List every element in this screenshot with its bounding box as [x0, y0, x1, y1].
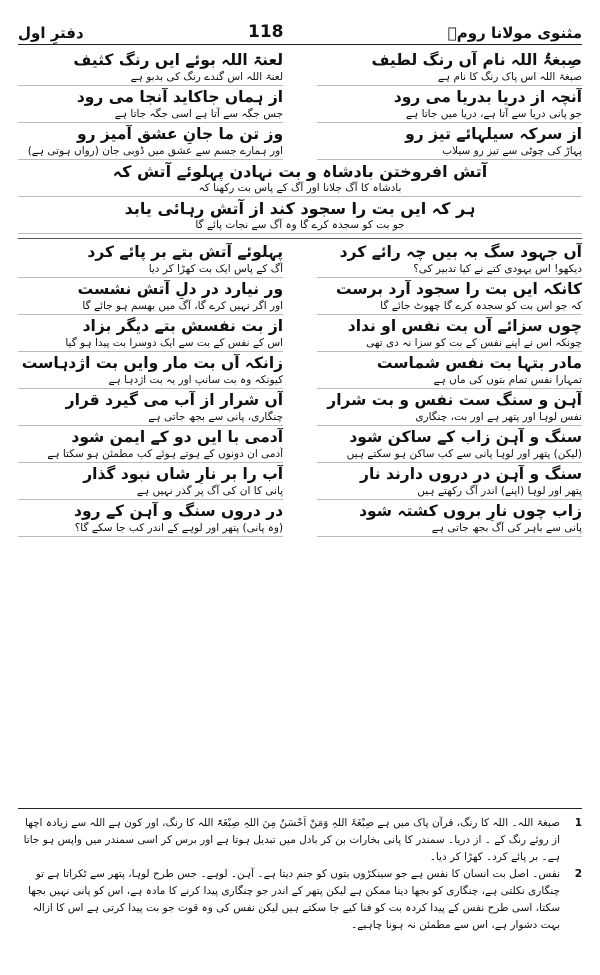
verse-left: زانکہ آں بت مار وایں بت اژدہاست [21, 354, 284, 372]
translation-right: نفس لوہا اور پتھر ہے اور بت، چنگاری [317, 410, 582, 426]
center-translation: جو بت کو سجدہ کرے گا وہ آگ سے نجات پائے گا [18, 218, 582, 234]
verse-right: آنچہ از دریا بدریا می رود [393, 88, 582, 106]
page-number: 118 [247, 22, 284, 42]
verse-left: در دروں سنگ و آہن کے رود [74, 502, 284, 520]
couplet [18, 125, 582, 162]
footnote-number: 2 [574, 868, 582, 880]
translation-right: دیکھو! اس یہودی کتے نے کیا تدبیر کی؟ [317, 262, 582, 278]
translation-left: جس جگہ سے آتا ہے اسی جگہ جاتا ہے [18, 107, 283, 123]
translation-left: چنگاری، پانی سے بجھ جاتی ہے [18, 410, 283, 426]
translation-right: پہاڑ کی چوٹی سے تیز رو سیلاب [317, 144, 582, 160]
verse-right: سنگ و آہن در دروں دارند نار [360, 465, 582, 483]
center-couplets [18, 162, 582, 234]
translation-right: چونکہ اس نے اپنے نفس کے بت کو سزا نہ دی تھی [317, 336, 582, 352]
top-couplets [18, 51, 582, 162]
verse-right: مادر بتہا بت نفس شماست [376, 354, 582, 372]
page-header [18, 8, 582, 42]
couplet [18, 317, 582, 354]
verse-right: از سرکہ سیلہائے تیز رو [405, 125, 582, 143]
volume-title: دفترِ اول [18, 24, 84, 42]
translation-right: تمہارا نفس تمام بتوں کی ماں ہے [317, 373, 582, 389]
book-title: مثنوی مولانا رومؒ [447, 24, 582, 42]
translation-left: اس کے نفس کے بت سے ایک دوسرا بت پیدا ہو گیا [18, 336, 283, 352]
translation-right: جو پانی دریا سے آتا ہے، دریا میں جاتا ہے [317, 107, 582, 123]
translation-left: کیونکہ وہ بت سانپ اور یہ بت اژدہا ہے [18, 373, 283, 389]
couplet [18, 243, 582, 280]
translation-left: لعنۃ اللہ اس گندے رنگ کی بدبو ہے [18, 70, 283, 86]
verse-right: صِبغۃُ اللہ نام آں رنگ لطیف [371, 51, 582, 69]
verse-right: سنگ و آہن زاب کے ساکن شود [349, 428, 582, 446]
center-verse: آتش افروختن بادشاہ و بت نہادن پہلوئے آتش کہ [112, 162, 488, 181]
translation-left: اور اگر نہیں کرے گا، آگ میں بھسم ہو جائے گا [18, 299, 283, 315]
verse-right: کانکہ ایں بت را سجود آرد برست [335, 280, 582, 298]
footnote-text: صبغۃ اللہ۔ اللہ کا رنگ، قرآن پاک میں ہے صِبْغَۃَ اللہِ وَمَنْ اَحْسَنُ مِنَ اللہِ صِبْغَۃً اللہ کا رنگ، اور کون ہے اللہ سے زیادہ اچھا از روئے رنگ کے ۔ از دریا۔ سمندر کا پانی بخارات بن کر بادل میں تبدیل ہوتا ہے اور برس کر اسی سمندر میں واپس ہو جاتا ہے۔ بر پائے کرد۔ کھڑا کر دیا۔ [23, 817, 560, 863]
translation-left: آگ کے پاس ایک بت کھڑا کر دیا [18, 262, 283, 278]
verse-left: ور نیارد در دلِ آتش نشست [77, 280, 284, 298]
translation-right: پانی سے باہر کی آگ بجھ جاتی ہے [317, 521, 582, 537]
verse-left: آدمی با ایں دو کے ایمن شود [71, 428, 284, 446]
verse-left: وز تن ما جانِ عشق آمیز رو [76, 125, 284, 143]
couplet [18, 354, 582, 391]
verse-right: زاب چوں نارِ بروں کشتہ شود [359, 502, 582, 520]
footnote [18, 815, 582, 866]
verse-right: آہن و سنگ ست نفس و بت شرار [327, 391, 582, 409]
couplet [18, 51, 582, 88]
verse-left: پہلوئے آتش بتے بر پائے کرد [87, 243, 284, 261]
translation-left: اور ہمارے جسم سے عشق میں ڈوبی جان (رواں ہوتی ہے) [18, 144, 283, 160]
translation-left: پانی کا ان کی آگ پر گذر نہیں ہے [18, 484, 283, 500]
section-rule [18, 238, 582, 239]
couplet [18, 502, 582, 539]
verse-right: آں جہود سگ بہ بیں چہ رائے کرد [339, 243, 582, 261]
translation-right: صبغۃ اللہ اس پاک رنگ کا نام ہے [317, 70, 582, 86]
verse-left: لعنۃ اللہ بوئے ایں رنگ کثیف [73, 51, 284, 69]
footnote-number: 1 [574, 817, 582, 829]
translation-right: کہ جو اس بت کو سجدہ کرے گا چھوٹ جائے گا [317, 299, 582, 315]
verse-left: از ہماں جاکاید آنجا می رود [76, 88, 284, 106]
footnote-text: نفس۔ اصل بت انسان کا نفس ہے جو سینکڑوں بتوں کو جنم دیتا ہے۔ آہن۔ لوہے۔ جس طرح لوہا، پتھر سے ٹکراتا ہے تو چنگاری نکلتی ہے، چنگاری کو بجھا دینا ممکن ہے لیکن پتھر کے اندر جو چنگاری پیدا کرنے کا مادہ ہے، اس کو پانی نہیں بجھا سکتا، اسی طرح نفس کے پیدا کردہ بت کو فنا کیے جا سکتے ہیں لیکن نفس کی وہ قوت جو بت پیدا کرتی ہے اس کا ازالہ بہت دشوار ہے، اس سے مطمئن نہ ہونا چاہیے۔ [28, 868, 560, 931]
couplet [18, 280, 582, 317]
translation-right: (لیکن) پتھر اور لوہا پانی سے کب ساکن ہو سکتے ہیں [317, 447, 582, 463]
couplet [18, 391, 582, 428]
couplet [18, 88, 582, 125]
center-translation: بادشاہ کا آگ جلانا اور آگ کے پاس بت رکھنا کہ [18, 181, 582, 197]
bottom-couplets [18, 243, 582, 539]
header-rule [18, 44, 582, 45]
center-verse: ہر کہ ایں بت را سجود کند از آتش رہائی یابد [124, 199, 476, 218]
verse-left: آب را بر نارِ شاں نبود گذار [83, 465, 284, 483]
verse-left: از بت نفسش بتے دیگر بزاد [82, 317, 284, 335]
translation-left: (وہ پانی) پتھر اور لوہے کے اندر کب جا سکے گا؟ [18, 521, 283, 537]
footnotes [18, 808, 582, 934]
translation-right: پتھر اور لوہا (اپنے) اندر آگ رکھتے ہیں [317, 484, 582, 500]
verse-left: آں شرار از آب می گیرد قرار [65, 391, 284, 409]
couplet [18, 465, 582, 502]
translation-left: آدمی ان دونوں کے ہوتے ہوئے کب مطمئن ہو سکتا ہے [18, 447, 283, 463]
footnote [18, 866, 582, 934]
couplet [18, 428, 582, 465]
verse-right: چوں سزائے آں بت نفس او نداد [347, 317, 582, 335]
